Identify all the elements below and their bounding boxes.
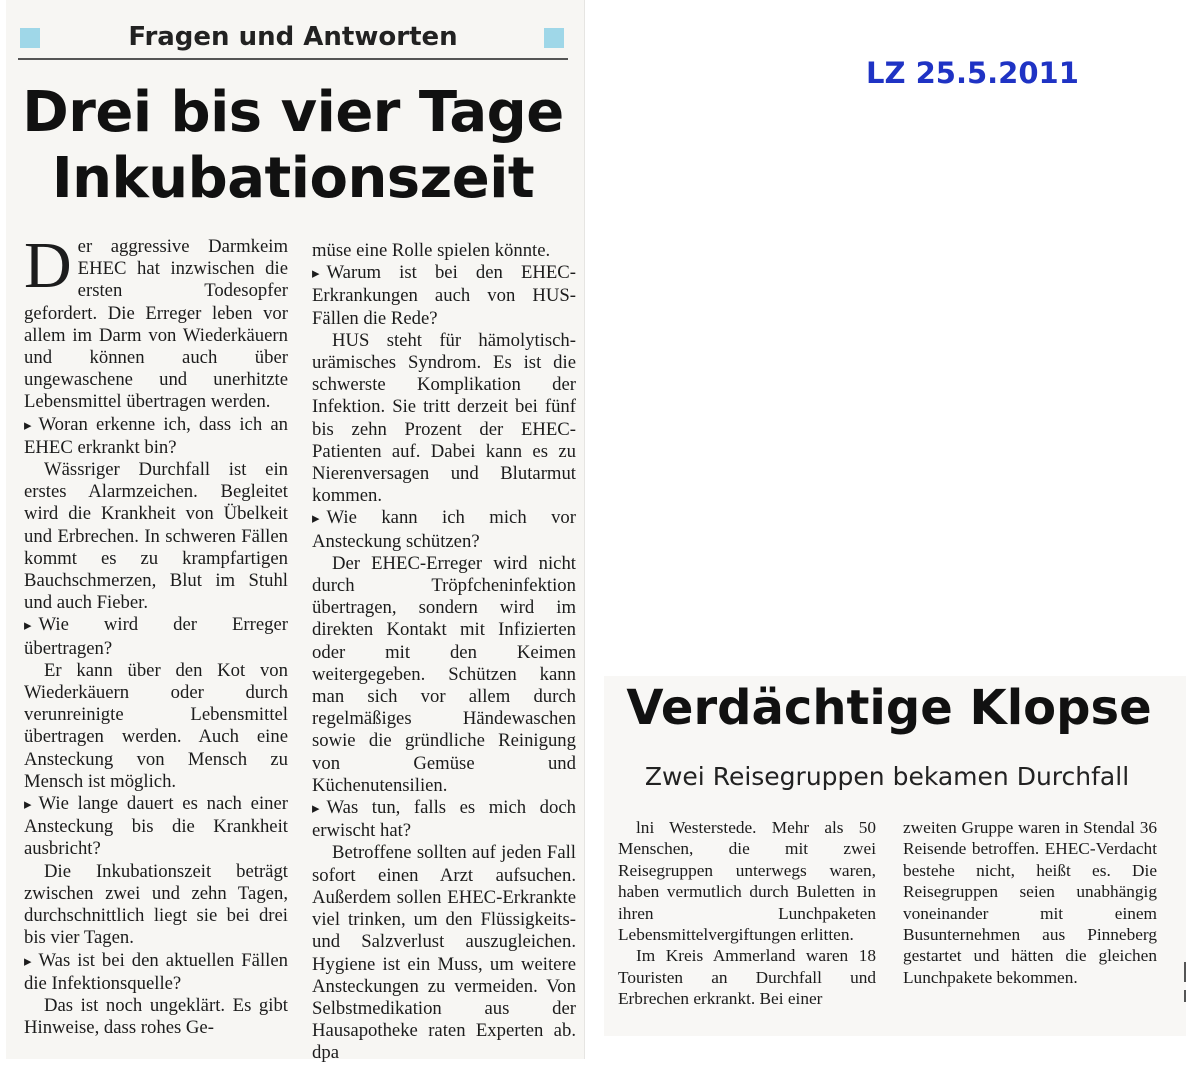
headline-line-1: Drei bis vier Tage bbox=[22, 80, 564, 145]
second-paragraph-2: Im Kreis Ammerland waren 18 Touristen an Durchfall und Erbrechen erkrankt. Bei einer bbox=[618, 946, 876, 1009]
intro-paragraph bbox=[24, 229, 288, 414]
question-4: ▸ Was ist bei den aktuellen Fällen die Infektionsquelle? bbox=[24, 950, 288, 995]
answer-7: Betroffene sollten auf jeden Fall sofort einen Arzt aufsuchen. Außerdem sollen EHEC-Erkrankte viel trinken, um den Flüssigkeits- und Salzverlust auszugleichen. Hygiene ist ein Muss, um weitere Ansteckungen zu vermeiden. Von Selbstmedikation aus der Hausapotheke raten Experten ab. dpa bbox=[312, 842, 576, 1064]
question-3: ▸ Wie lange dauert es nach einer Ansteckung bis die Krankheit ausbricht? bbox=[24, 793, 288, 861]
answer-5: HUS steht für hämolytisch-urämisches Syndrom. Es ist die schwerste Komplikation der Infektion. Sie tritt derzeit bei fünf bis zehn Prozent der EHEC-Patienten auf. Dabei kann es zu Nierenversagen und Blutarmut kommen. bbox=[312, 329, 576, 507]
drop-cap: D bbox=[24, 229, 72, 302]
answer-2: Er kann über den Kot von Wiederkäuern oder durch verunreinigte Lebensmittel übertragen werden. Auch eine Ansteckung von Mensch zu Mensch ist möglich. bbox=[24, 659, 288, 792]
question-5: ▸ Warum ist bei den EHEC-Erkrankungen auch von HUS-Fällen die Rede? bbox=[312, 262, 576, 330]
edge-mark-2 bbox=[1184, 990, 1186, 1002]
article-headline bbox=[18, 80, 568, 212]
second-headline: Verdächtige Klopse bbox=[626, 680, 1152, 736]
section-kicker bbox=[18, 14, 568, 60]
question-7: ▸ Was tun, falls es mich doch erwischt hat? bbox=[312, 797, 576, 842]
answer-4: Das ist noch ungeklärt. Es gibt Hinweise, dass rohes Ge- bbox=[24, 994, 288, 1039]
article-column-2 bbox=[312, 240, 576, 1065]
kicker-square-right bbox=[544, 28, 564, 48]
answer-3: Die Inkubationszeit beträgt zwischen zwei und zehn Tagen, durchschnittlich liegt sie bei drei bis vier Tagen. bbox=[24, 860, 288, 949]
answer-6: Der EHEC-Erreger wird nicht durch Tröpfcheninfektion übertragen, sondern wird im direkten Kontakt mit Infizierten oder mit den Keimen weitergegeben. Schützen kann man sich vor allem durch regelmäßiges Händewaschen sowie die gründliche Reinigung von Gemüse und Küchenutensilien. bbox=[312, 552, 576, 796]
date-annotation: LZ 25.5.2011 bbox=[866, 56, 1079, 90]
edge-mark-1 bbox=[1184, 962, 1186, 982]
continuation-text: müse eine Rolle spielen könnte. bbox=[312, 240, 551, 261]
question-6: ▸ Wie kann ich mich vor Ansteckung schützen? bbox=[312, 507, 576, 552]
kicker-label: Fragen und Antworten bbox=[128, 22, 458, 52]
headline-line-2: Inkubationszeit bbox=[51, 146, 535, 211]
second-article-column-2 bbox=[903, 817, 1157, 988]
intro-text: er aggressive Darmkeim EHEC hat inzwischen die ersten Todesopfer gefordert. Die Erreger leben vor allem im Darm von Wiederkäuern und können auch über ungewaschene und unerhitzte Lebensmittel übertragen werden. bbox=[24, 236, 288, 413]
second-subheadline: Zwei Reisegruppen bekamen Durchfall bbox=[644, 762, 1130, 791]
second-article-column-1 bbox=[618, 817, 876, 1010]
question-2: ▸ Wie wird der Erreger übertragen? bbox=[24, 614, 288, 659]
answer-1: Wässriger Durchfall ist ein erstes Alarmzeichen. Begleitet wird die Krankheit von Übelkeit und Erbrechen. In schweren Fällen kommt es zu krampfartigen Bauchschmerzen, Blut im Stuhl und auch Fieber. bbox=[24, 459, 288, 614]
article-column-1 bbox=[24, 229, 288, 1039]
second-paragraph-3: zweiten Gruppe waren in Stendal 36 Reisende betroffen. EHEC-Verdacht bestehe nicht, heißt es. Die Reisegruppen seien unabhängig voneinander mit einem Busunternehmen aus Pinneberg gestartet und hätten die gleichen Lunchpakete bekommen. bbox=[903, 818, 1157, 987]
question-1: ▸ Woran erkenne ich, dass ich an EHEC erkrankt bin? bbox=[24, 414, 288, 459]
second-paragraph-1: lni Westerstede. Mehr als 50 Menschen, die mit zwei Reisegruppen unterwegs waren, haben vermutlich durch Buletten in ihren Lunchpaketen Lebensmittelvergiftungen erlitten. bbox=[618, 818, 876, 945]
